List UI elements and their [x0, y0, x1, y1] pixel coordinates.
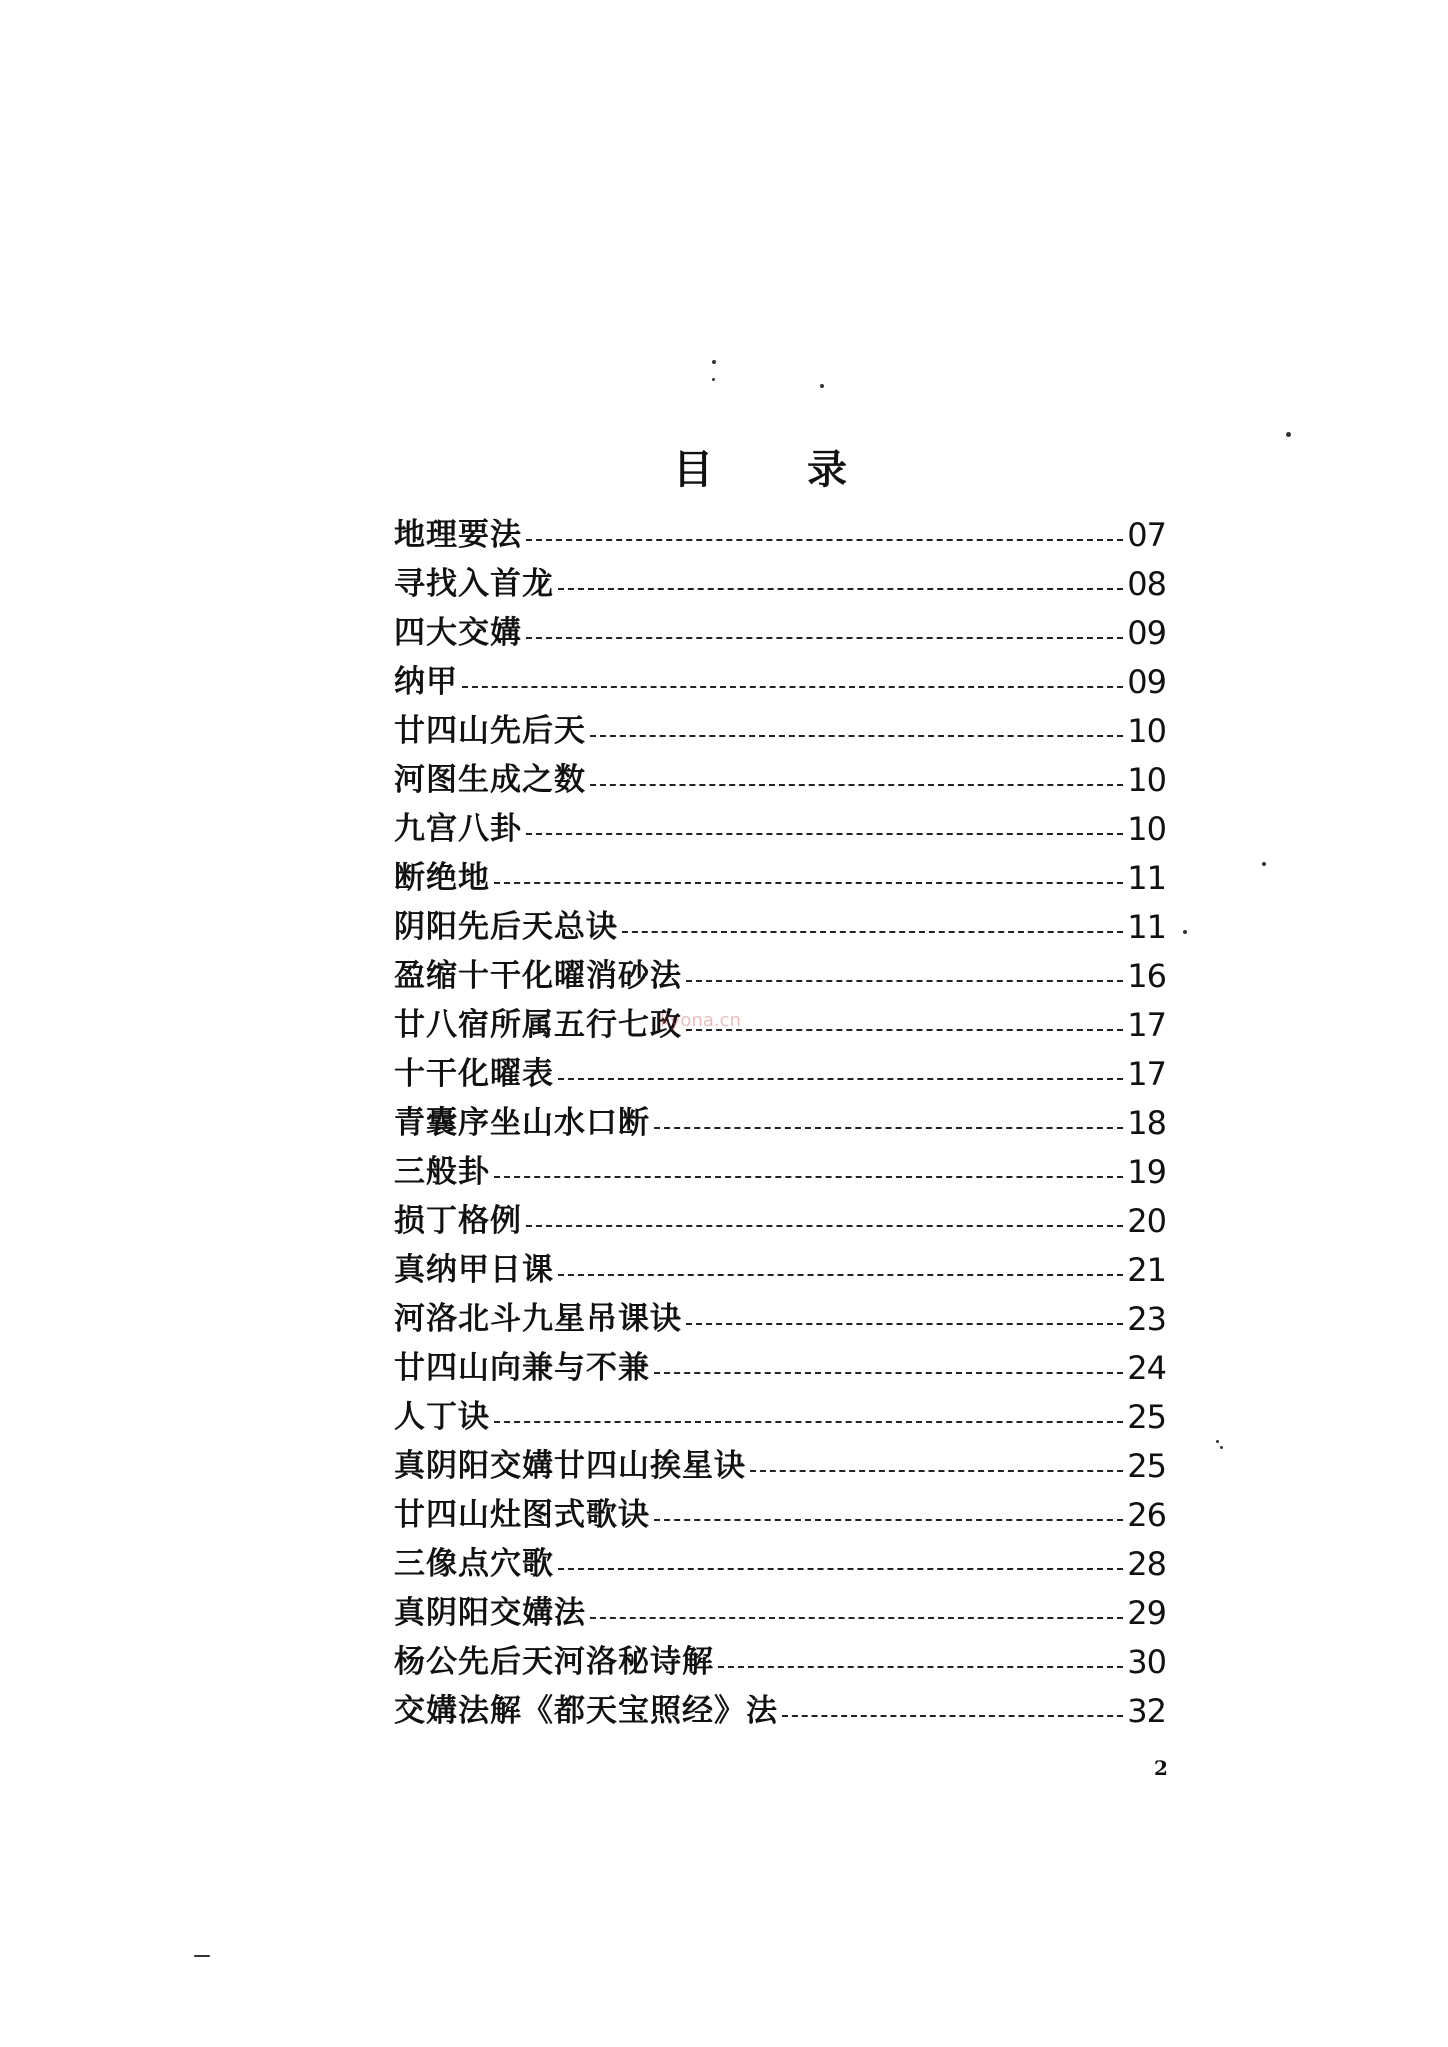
- toc-leader-dashes: [654, 1519, 1123, 1521]
- toc-entry-label: 损丁格例: [394, 1203, 522, 1239]
- toc-entry: [394, 1682, 1166, 1731]
- scan-speck: [712, 378, 715, 381]
- toc-entry-label: 三般卦: [394, 1154, 490, 1190]
- toc-entry: [394, 996, 1166, 1045]
- toc-list: [394, 506, 1166, 1731]
- toc-entry: [394, 604, 1166, 653]
- page-number: 2: [1154, 1756, 1168, 1780]
- toc-entry-label: 人丁诀: [394, 1399, 490, 1435]
- scan-speck: [1286, 432, 1291, 437]
- toc-entry-label: 真纳甲日课: [394, 1252, 554, 1288]
- toc-entry-label: 盈缩十干化曜消砂法: [394, 958, 682, 994]
- toc-entry-label: 交媾法解《都天宝照经》法: [394, 1693, 778, 1729]
- toc-leader-dashes: [526, 1225, 1123, 1227]
- scan-speck: [712, 360, 716, 364]
- toc-entry-label: 阴阳先后天总诀: [394, 909, 618, 945]
- toc-entry: [394, 702, 1166, 751]
- scan-speck: [1262, 862, 1266, 866]
- toc-entry: [394, 506, 1166, 555]
- toc-leader-dashes: [654, 1127, 1123, 1129]
- toc-leader-dashes: [558, 1274, 1123, 1276]
- toc-title: 目 录: [673, 446, 887, 493]
- toc-entry: [394, 1486, 1166, 1535]
- toc-entry-page: 25: [1127, 1447, 1166, 1485]
- toc-leader-dashes: [494, 882, 1123, 884]
- toc-entry: [394, 653, 1166, 702]
- scan-speck: [820, 384, 824, 388]
- toc-leader-dashes: [526, 833, 1123, 835]
- toc-entry: [394, 1192, 1166, 1241]
- toc-entry-page: 17: [1127, 1055, 1166, 1093]
- toc-entry-label: 九宫八卦: [394, 811, 522, 847]
- toc-entry-page: 09: [1127, 663, 1166, 701]
- toc-entry-label: 廿四山向兼与不兼: [394, 1350, 650, 1386]
- toc-entry: [394, 1584, 1166, 1633]
- toc-entry-page: 23: [1127, 1300, 1166, 1338]
- toc-entry-page: 25: [1127, 1398, 1166, 1436]
- toc-entry: [394, 1633, 1166, 1682]
- toc-entry-page: 17: [1127, 1006, 1166, 1044]
- toc-leader-dashes: [462, 686, 1123, 688]
- toc-leader-dashes: [686, 1323, 1123, 1325]
- toc-entry: [394, 1388, 1166, 1437]
- toc-entry-page: 07: [1127, 516, 1166, 554]
- toc-leader-dashes: [686, 980, 1123, 982]
- toc-entry-label: 真阴阳交媾法: [394, 1595, 586, 1631]
- toc-leader-dashes: [590, 735, 1123, 737]
- watermark: kyona.cn: [660, 1010, 741, 1031]
- toc-leader-dashes: [590, 784, 1123, 786]
- toc-entry-page: 30: [1127, 1643, 1166, 1681]
- toc-leader-dashes: [782, 1715, 1123, 1717]
- toc-entry: [394, 1143, 1166, 1192]
- toc-entry-label: 杨公先后天河洛秘诗解: [394, 1644, 714, 1680]
- toc-leader-dashes: [526, 637, 1123, 639]
- toc-entry-page: 20: [1127, 1202, 1166, 1240]
- toc-entry-label: 河图生成之数: [394, 762, 586, 798]
- toc-entry: [394, 1339, 1166, 1388]
- toc-entry-page: 11: [1127, 859, 1166, 897]
- toc-entry-page: 10: [1127, 810, 1166, 848]
- toc-entry: [394, 1437, 1166, 1486]
- toc-entry-label: 廿四山灶图式歌诀: [394, 1497, 650, 1533]
- toc-entry-label: 纳甲: [394, 664, 458, 700]
- toc-entry: [394, 1094, 1166, 1143]
- toc-entry: [394, 1290, 1166, 1339]
- toc-entry: [394, 800, 1166, 849]
- toc-entry-page: 19: [1127, 1153, 1166, 1191]
- toc-leader-dashes: [494, 1421, 1123, 1423]
- toc-leader-dashes: [750, 1470, 1123, 1472]
- toc-entry-page: 09: [1127, 614, 1166, 652]
- toc-entry-page: 24: [1127, 1349, 1166, 1387]
- toc-entry-page: 26: [1127, 1496, 1166, 1534]
- toc-entry: [394, 947, 1166, 996]
- toc-entry-page: 16: [1127, 957, 1166, 995]
- scan-speck: [194, 1955, 210, 1957]
- toc-entry-label: 廿四山先后天: [394, 713, 586, 749]
- toc-leader-dashes: [654, 1372, 1123, 1374]
- toc-entry-label: 真阴阳交媾廿四山挨星诀: [394, 1448, 746, 1484]
- toc-leader-dashes: [622, 931, 1123, 933]
- scan-speck: [1183, 930, 1187, 934]
- toc-entry: [394, 1535, 1166, 1584]
- toc-entry-page: 18: [1127, 1104, 1166, 1142]
- toc-entry: [394, 1241, 1166, 1290]
- toc-leader-dashes: [558, 1078, 1123, 1080]
- toc-leader-dashes: [718, 1666, 1123, 1668]
- toc-entry-label: 断绝地: [394, 860, 490, 896]
- toc-entry-label: 地理要法: [394, 517, 522, 553]
- toc-entry: [394, 898, 1166, 947]
- toc-entry-label: 四大交媾: [394, 615, 522, 651]
- toc-entry-page: 08: [1127, 565, 1166, 603]
- toc-entry-label: 寻找入首龙: [394, 566, 554, 602]
- toc-entry-page: 10: [1127, 761, 1166, 799]
- toc-entry: [394, 555, 1166, 604]
- toc-leader-dashes: [558, 1568, 1123, 1570]
- toc-leader-dashes: [590, 1617, 1123, 1619]
- toc-entry-page: 21: [1127, 1251, 1166, 1289]
- toc-leader-dashes: [526, 539, 1123, 541]
- toc-entry-label: 十干化曜表: [394, 1056, 554, 1092]
- scan-speck: [1216, 1440, 1219, 1443]
- toc-leader-dashes: [686, 1029, 1123, 1031]
- toc-entry: [394, 1045, 1166, 1094]
- toc-entry: [394, 751, 1166, 800]
- toc-entry-label: 青囊序坐山水口断: [394, 1105, 650, 1141]
- toc-entry-page: 32: [1127, 1692, 1166, 1730]
- toc-entry-page: 11: [1127, 908, 1166, 946]
- toc-entry-page: 29: [1127, 1594, 1166, 1632]
- toc-leader-dashes: [494, 1176, 1123, 1178]
- toc-leader-dashes: [558, 588, 1123, 590]
- toc-entry: [394, 849, 1166, 898]
- toc-entry-page: 28: [1127, 1545, 1166, 1583]
- toc-entry-page: 10: [1127, 712, 1166, 750]
- toc-entry-label: 河洛北斗九星吊课诀: [394, 1301, 682, 1337]
- toc-entry-label: 廿八宿所属五行七政: [394, 1007, 682, 1043]
- scan-speck: [1220, 1446, 1223, 1449]
- toc-entry-label: 三像点穴歌: [394, 1546, 554, 1582]
